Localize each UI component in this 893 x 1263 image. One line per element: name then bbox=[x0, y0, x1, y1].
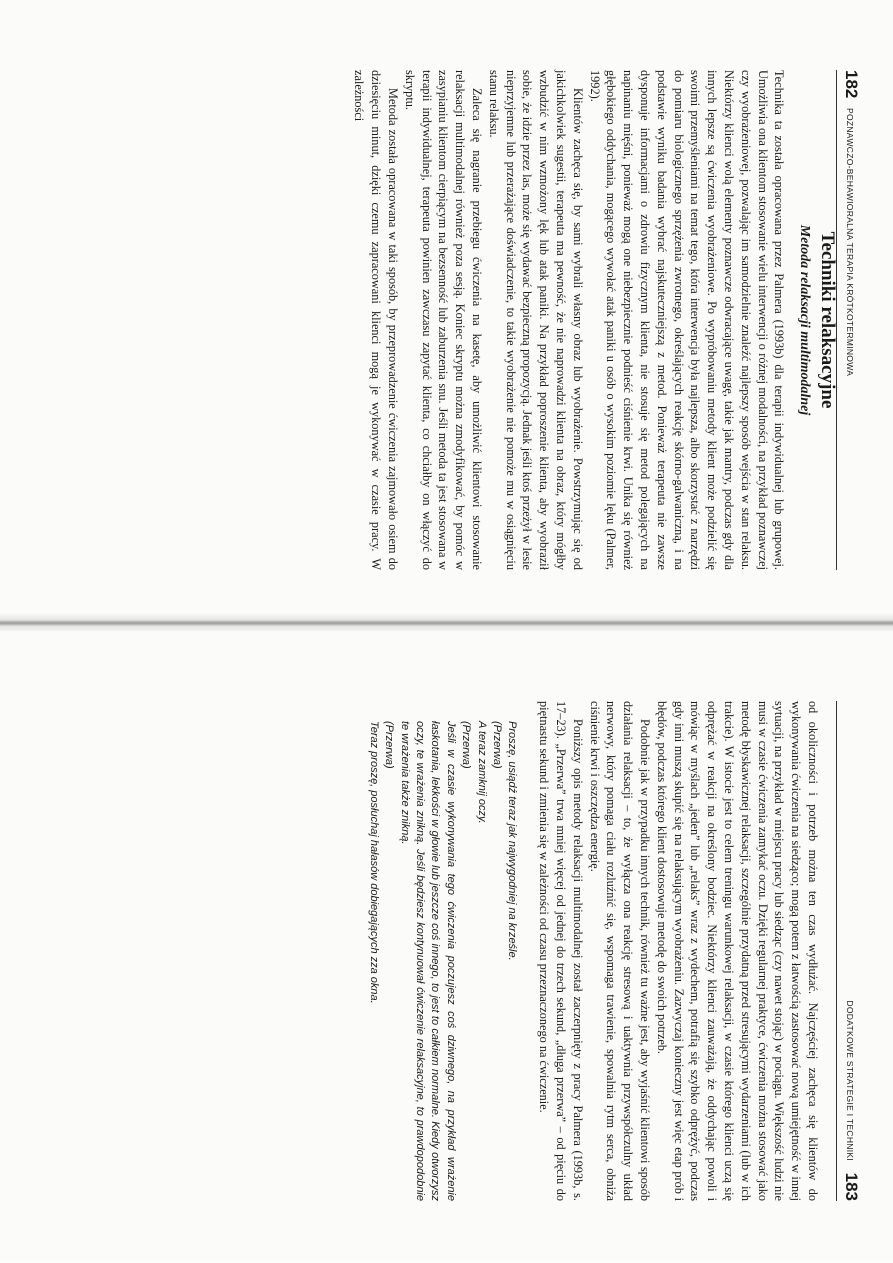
left-page bbox=[0, 0, 893, 631]
left-page-content bbox=[0, 0, 893, 631]
right-page-body bbox=[365, 701, 821, 1201]
script-line: Teraz proszę, posłuchaj hałasów dobiegających zza okna. bbox=[367, 721, 380, 1004]
script-line: (Przerwa) bbox=[491, 721, 504, 769]
script-line: (Przerwa) bbox=[460, 721, 473, 769]
relaxation-script bbox=[365, 701, 519, 1201]
script-line: Proszę, usiądź teraz jak najwygodniej na krześle. bbox=[506, 721, 519, 961]
paragraph: Podobnie jak w przypadku innych technik, również tu ważne jest, aby wyjaśnić klientowi sposób działania relaksacji – to, że wyłącza ona reakcję stresową i uaktywnia przywspółczulny układ nerwowy, który pomaga ciału rozluźnić się, wspomaga trawienie, spowalnia rytm serca, obniża ciśnienie krwi i oszczędza energię. bbox=[587, 701, 653, 1201]
paragraph: Metoda została opracowana w taki sposób, by przeprowadzenie ćwiczenia zajmowało osiem do dziesięciu minut, dzięki czemu zapracowani klienci mogą je wykonywać w czasie pracy. W zależności bbox=[352, 70, 401, 570]
paragraph: Klientów zachęca się, by sami wybrali własny obraz lub wyobrażenie. Powstrzymując się od jakichkolwiek sugestii, terapeuta ma pewność, że nie naprowadzi klienta na obraz, który mógłby wzbudzić w nim wzmożony lęk lub atak paniki. Na przykład poproszenie klienta, aby wyobraził sobie, że idzie przez las, może się wydawać bezpieczną propozycją. Jednak jeśli ktoś przeżył w lesie nieprzyjemne lub przerażające doświadczenie, to takie wyobrażenie nie pomoże mu w osiągnięciu stanu relaksu. bbox=[486, 70, 585, 570]
paragraph: od okoliczności i potrzeb można ten czas wydłużać. Najczęściej zachęca się klientów do wykonywania ćwiczenia na siedząco; mogą potem z łatwością zastosować nową umiejętność w innej sytuacji, na przykład w miejscu pracy lub siedząc (czy nawet stojąc) w pociągu. Większość ludzi nie musi w czasie ćwiczenia zamykać oczu. Dzięki regularnej praktyce, ćwiczenia można stosować jako metodę błyskawicznej relaksacji, szczególnie przydatną przed stresującymi wydarzeniami (lub w ich trakcie). W istocie jest to celem treningu warunkowej relaksacji, w czasie którego klienci uczą się odprężać w reakcji na określony bodziec. Niektórzy klienci zauważają, że oddychając powoli i mówiąc w myślach „jeden” lub „relaks” wraz z wydechem, potrafią się szybko odprężyć, podczas gdy inni muszą skupić się na relaksującym wyobrażeniu. Zazwyczaj konieczny jest więc etap prób i błędów, podczas którego klient dostosowuje metodę do swoich potrzeb. bbox=[654, 701, 820, 1201]
left-running-header bbox=[836, 70, 859, 570]
script-line: (Przerwa) bbox=[383, 721, 396, 769]
paragraph: Zaleca się nagranie przebiegu ćwiczenia na kasetę, aby umożliwić klientowi stosowanie relaksacji multimodalnej również poza sesją. Koniec skryptu można zmodyfikować, by pomóc w zasypianiu klientom cierpiącym na bezsenność lub zaburzenia snu. Jeśli metoda ta jest stosowana w terapii indywidualnej, terapeuta powinien zawczasu zapytać klienta, co chciałby on włączyć do skryptu. bbox=[402, 70, 485, 570]
section-title: Techniki relaksacyjne bbox=[817, 231, 838, 409]
left-running-head: POZNAWCZO-BEHAWIORALNA TERAPIA KRÓTKOTERMINOWA bbox=[845, 108, 855, 377]
right-page-content bbox=[0, 631, 893, 1262]
left-page-number: 182 bbox=[842, 70, 861, 99]
right-page-number: 183 bbox=[842, 1172, 861, 1201]
script-line: Jeśli w czasie wykonywania tego ćwiczenia poczujesz coś dziwnego, na przykład wrażenie łaskotania, lekkości w głowie lub jeszcze coś innego, to jest to całkiem normalne. Kiedy otworzysz oczy, te wrażenia znikną. Jeśli będziesz kontynuował ćwiczenie relaksacyjne, to prawdopodobnie te wrażenia także znikną. bbox=[398, 721, 457, 1201]
left-page-body bbox=[351, 70, 837, 570]
right-running-head: DODATKOWE STRATEGIE I TECHNIKI bbox=[845, 1000, 855, 1161]
paragraph: Technika ta została opracowana przez Palmera (1993b) dla terapii indywidualnej lub grupowej. Umożliwia ona klientom stosowanie wielu interwencji o różnej modalności, na przykład poznawczej czy wyobrażeniowej, pozwalając im samodzielnie znaleźć najlepszy sposób wejścia w stan relaksu. Niektórzy klienci wolą elementy poznawcze odwracające uwagę, takie jak mantry, podczas gdy dla innych lepsze są ćwiczenia wyobrażeniowe. Po wypróbowaniu metody klient może podzielić się swoimi przemyśleniami na temat tego, która interwencja była najlepsza, albo skorzystać z narzędzi do pomiaru biologicznego sprzężenia zwrotnego, określających reakcję skórno-galwaniczną, i na podstawie wyniku badania wybrać najskuteczniejszą z metod. Ponieważ terapeuta nie zawsze dysponuje informacjami o zdrowiu fizycznym klienta, nie stosuje się metod polegających na napinaniu mięśni, ponieważ mogą one niebezpiecznie podnieść ciśnienie krwi. Unika się również głębokiego oddychania, mogącego wywołać atak paniki u osób o wysokim poziomie lęku (Palmer, 1992). bbox=[587, 70, 787, 570]
section-subtitle: Metoda relaksacji multimodalnej bbox=[797, 224, 813, 416]
paragraph: Poniższy opis metody relaksacji multimodalnej został zaczerpnięty z pracy Palmera (1993b, s. 17–23). „Przerwa” trwa mniej więcej od jednej do trzech sekund, „długa przerwa” – od pięciu do piętnastu sekund i zmienia się w zależności od czasu przeznaczonego na ćwiczenie. bbox=[537, 701, 585, 1201]
right-running-header bbox=[836, 701, 859, 1201]
script-line: A teraz zamknij oczy. bbox=[475, 721, 488, 824]
right-page bbox=[0, 631, 893, 1262]
